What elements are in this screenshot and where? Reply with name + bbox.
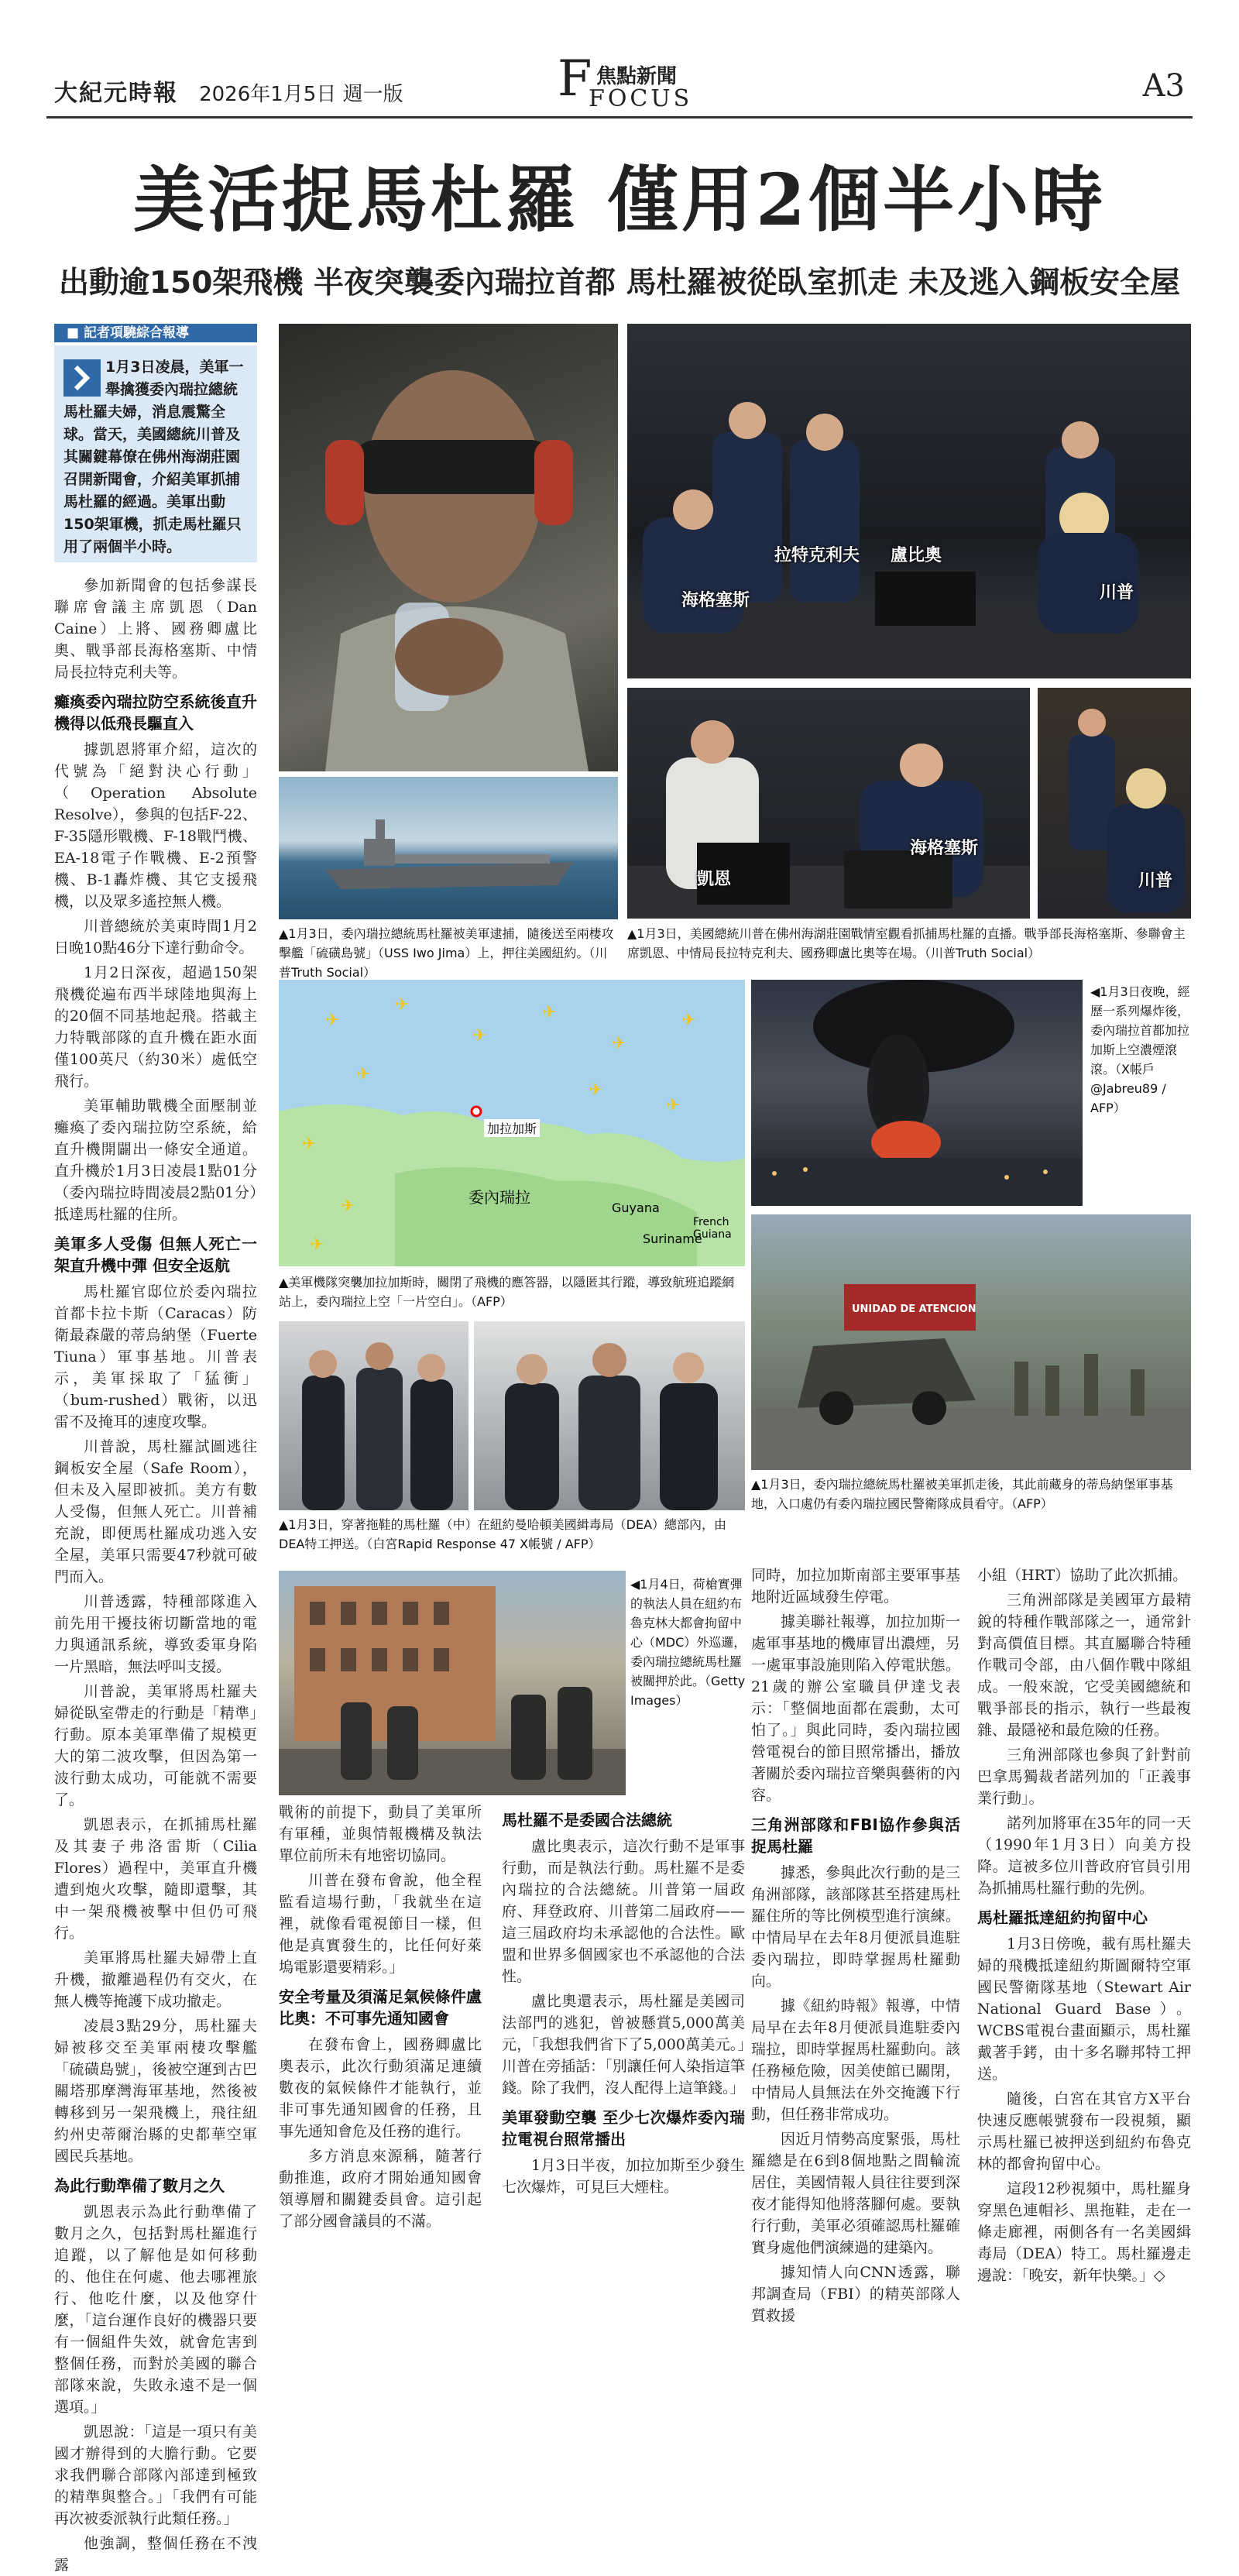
- reporter-byline: ■ 記者項驍綜合報導: [54, 324, 257, 342]
- chevron-right-icon: [63, 359, 101, 397]
- paragraph: 據悉，參與此次行動的是三角洲部隊，該部隊甚至搭建馬杜羅住所的等比例模型進行演練。中情局早在去年8月便派員進駐委內瑞拉，即時掌握馬杜羅動向。: [751, 1864, 960, 1990]
- paragraph: 在發布會上，國務卿盧比奧表示，此次行動須滿足連續數夜的氣候條件才能執行，並非可事先通知國會的任務，且事先通知會危及任務的進行。: [279, 2036, 482, 2140]
- section-heading: 為此行動準備了數月之久: [54, 2176, 225, 2195]
- map-label-suriname: Suriname: [643, 1231, 702, 1246]
- paragraph: 這段12秒視頻中，馬杜羅身穿黑色連帽衫、黑拖鞋，走在一條走廊裡，兩側各有一名美國緝毒局（DEA）特工。馬杜羅邊走邊說：「晚安，新年快樂。」◇: [977, 2180, 1191, 2284]
- paragraph: 同時，加拉加斯南部主要軍事基地附近區域發生停電。: [751, 1567, 960, 1606]
- photo-dea-escort-1: [279, 1321, 468, 1510]
- article-column-1: [54, 575, 257, 2574]
- photo-maduro-blindfolded: [279, 324, 618, 771]
- photo-war-room-1: [627, 324, 1191, 678]
- paragraph: 小組（HRT）協助了此次抓捕。: [977, 1567, 1188, 1584]
- photo-label: 凱恩: [697, 870, 732, 889]
- caption-ship: ▲1月3日，委內瑞拉總統馬杜羅被美軍逮捕，隨後送至兩棲攻擊艦「硫磺島號」（USS Iwo Jima）上，押往美國紐約。（川普Truth Social）: [279, 926, 614, 980]
- masthead: [54, 74, 403, 108]
- map-label-french-guiana: French Guiana: [693, 1216, 732, 1241]
- caption-map: ▲美軍機隊突襲加拉加斯時，關閉了飛機的應答器，以隱匿其行蹤，導致航班追蹤網站上，委內瑞拉上空「一片空白」。（AFP）: [279, 1275, 735, 1309]
- article-column-2: [279, 1801, 482, 2232]
- paragraph: 據《紐約時報》報導，中情局早在去年8月便派員進駐委內瑞拉，即時掌握馬杜羅動向。該任務極危險，因美使館已關閉，中情局人員無法在外交掩護下行動，但任務非常成功。: [751, 1997, 960, 2123]
- photo-war-room-2: [627, 688, 1030, 919]
- issue-date: 2026年1月5日 週一版: [199, 83, 403, 106]
- paragraph: 據凱恩將軍介紹，這次的代號為「絕對決心行動」（Operation Absolute Resolve），參與的包括F-22、F-35隱形戰機、F-18戰鬥機、EA-18電子作戰機、E-2預警機、B-1轟炸機、其它支援飛機，以及眾多遙控無人機。: [54, 741, 257, 910]
- paragraph: 川普說，馬杜羅試圖逃往鋼板安全屋（Safe Room），但未及入屋即被抓。美方有數人受傷，但無人死亡。川普補充說，即便馬杜羅成功逃入安全屋，美軍只需要47秒就可破門而入。: [54, 1438, 257, 1585]
- paragraph: 川普透露，特種部隊進入前先用干擾技術切斷當地的電力與通訊系統，導致委軍身陷一片黑暗，無法呼叫支援。: [54, 1593, 257, 1675]
- photo-label: 海格塞斯: [681, 591, 750, 610]
- section-heading: 癱瘓委內瑞拉防空系統後直升機得以低飛長驅直入: [54, 692, 257, 733]
- paragraph: 盧比奧還表示，馬杜羅是美國司法部門的逃犯，曾被懸賞5,000萬美元，「我想我們省下了5,000萬美元。」川普在旁插話：「別讓任何人染指這筆錢。除了我們，沒人配得上這筆錢。」: [502, 1993, 745, 2097]
- paragraph: 凱恩說：「這是一項只有美國才辦得到的大膽行動。它要求我們聯合部隊內部達到極致的精準與整合。」「我們有可能再次被委派執行此類任務。」: [54, 2423, 257, 2527]
- gate-sign: UNIDAD DE ATENCION: [852, 1303, 976, 1315]
- paragraph: 戰術的前提下，動員了美軍所有軍種，並與情報機構及執法單位前所未有地密切協同。: [279, 1804, 482, 1864]
- headline: 美活捉馬杜羅 僅用2個半小時: [132, 158, 1107, 242]
- summary-text: 1月3日凌晨，美軍一舉擒獲委內瑞拉總統馬杜羅夫婦，消息震驚全球。當天，美國總統川普及其關鍵幕僚在佛州海湖莊園召開新聞會，介紹美軍抓捕馬杜羅的經過。美軍出動150架軍機，抓走馬杜羅只用了兩個半小時。: [63, 359, 244, 555]
- paragraph: 因近月情勢高度緊張，馬杜羅總是在6到8個地點之間輪流居住，美國情報人員往往要到深夜才能得知他將落腳何處。要執行行動，美軍必須確認馬杜羅確實身處他們演練過的建築內。: [751, 2131, 960, 2256]
- section-heading: 馬杜羅不是委國合法總統: [502, 1811, 672, 1829]
- caption-dea: ▲1月3日，穿著拖鞋的馬杜羅（中）在紐約曼哈頓美國緝毒局（DEA）總部內，由DEA特工押送。（白宮Rapid Response 47 X帳號 / AFP）: [279, 1517, 727, 1551]
- article-column-4: [751, 1564, 960, 2324]
- paragraph: 川普在發布會說，他全程監看這場行動，「我就坐在這裡，就像看電視節目一樣，但他是真實發生的，比任何好萊塢電影還要精彩。」: [279, 1872, 482, 1976]
- paragraph: 凌晨3點29分，馬杜羅夫婦被移交至美軍兩棲攻擊艦「硫磺島號」，後被空運到古巴關塔那摩灣海軍基地，然後被轉移到另一架飛機上，飛往紐約州史蒂爾治縣的史都華空軍國民兵基地。: [54, 2018, 257, 2165]
- caption-war-room: ▲1月3日，美國總統川普在佛州海湖莊園戰情室觀看抓捕馬杜羅的直播。戰爭部長海格塞斯、參聯會主席凱恩、中情局長拉特克利夫、國務卿盧比奧等在場。（川普Truth Social）: [627, 926, 1186, 960]
- section-cn: 焦點新聞: [596, 65, 678, 88]
- map-label-caracas: 加拉加斯: [484, 1119, 540, 1137]
- paper-name: 大紀元時報: [54, 80, 178, 107]
- caption-tank: ▲1月3日，委內瑞拉總統馬杜羅被美軍抓走後，其此前藏身的蒂烏納堡軍事基地，入口處仍有委內瑞拉國民警衛隊成員看守。（AFP）: [751, 1477, 1173, 1511]
- photo-uss-iwo-jima: [279, 777, 618, 919]
- section-heading: 馬杜羅抵達紐約拘留中心: [977, 1908, 1148, 1927]
- paragraph: 馬杜羅官邸位於委內瑞拉首都卡拉卡斯（Caracas）防衛最森嚴的蒂烏納堡（Fuerte Tiuna）軍事基地。川普表示，美軍採取了「猛衝」（bum-rushed）戰術，以迅雷不及掩耳的速度攻擊。: [54, 1283, 257, 1431]
- paragraph: 據美聯社報導，加拉加斯一處軍事基地的機庫冒出濃煙，另一處軍事設施則陷入停電狀態。21歲的辦公室職員伊達戈表示：「整個地面都在震動，太可怕了。」與此同時，委內瑞拉國營電視台的節目照常播出，播放著關於委內瑞拉音樂與藝術的內容。: [751, 1613, 960, 1804]
- paragraph: 三角洲部隊是美國軍方最精銳的特種作戰部隊之一，通常針對高價值目標。其直屬聯合特種作戰司令部，由八個作戰中隊組成。一般來說，它受美國總統和戰爭部長的指示，執行一些最複雜、最隱祕和最危險的任務。: [977, 1592, 1191, 1739]
- photo-mdc-brooklyn: [279, 1571, 626, 1795]
- paragraph: 諾列加將軍在35年的同一天（1990年1月3日）向美方投降。這被多位川普政府官員引用為抓捕馬杜羅行動的先例。: [977, 1815, 1191, 1897]
- photo-label: 海格塞斯: [910, 839, 979, 858]
- map-label-venezuela: 委內瑞拉: [468, 1188, 530, 1207]
- paragraph: 1月2日深夜，超過150架飛機從遍布西半球陸地與海上的20個不同基地起飛。搭載主力特戰部隊的直升機在距水面僅100英尺（約30米）處低空飛行。: [54, 964, 257, 1090]
- paragraph: 多方消息來源稱，隨著行動推進，政府才開始通知國會領導層和關鍵委員會。這引起了部分國會議員的不滿。: [279, 2148, 482, 2230]
- section-logo: F 焦點新聞 FOCUS: [558, 50, 693, 112]
- top-rule: [46, 116, 1193, 118]
- caption-explosion: ◀1月3日夜晚，經歷一系列爆炸後，委內瑞拉首都加拉加斯上空濃煙滾滾。（X帳戶 @Jabreu89 / AFP）: [1090, 984, 1190, 1115]
- paragraph: 據知情人向CNN透露，聯邦調查局（FBI）的精英部隊人質救援: [751, 2264, 960, 2324]
- paragraph: 川普總統於美東時間1月2日晚10點46分下達行動命令。: [54, 918, 257, 957]
- photo-war-room-3: [1038, 688, 1191, 919]
- photo-label: 盧比奧: [891, 546, 942, 565]
- section-en: FOCUS: [589, 85, 693, 112]
- paragraph: 隨後，白宮在其官方X平台快速反應帳號發布一段視頻，顯示馬杜羅已被押送到紐約布魯克林的都會拘留中心。: [977, 2090, 1191, 2172]
- flight-tracker-map: ✈ ✈ ✈ ✈ ✈ ✈ ✈ ✈ ✈ ✈ ✈ ✈ 加拉加斯 委內瑞拉 Guyana Suriname French Guiana: [279, 980, 745, 1266]
- photo-dea-escort-2: [474, 1321, 745, 1510]
- subheadline: 出動逾150架飛機 半夜突襲委內瑞拉首都 馬杜羅被從臥室抓走 未及逃入鋼板安全屋: [58, 266, 1181, 301]
- paragraph: 美軍輔助戰機全面壓制並癱瘓了委內瑞拉防空系統，給直升機開闢出一條安全通道。直升機於1月3日凌晨1點01分（委內瑞拉時間凌晨2點01分）抵達馬杜羅的住所。: [54, 1097, 257, 1223]
- section-heading: 三角洲部隊和FBI協作參與活捉馬杜羅: [751, 1815, 960, 1856]
- paragraph: 1月3日半夜，加拉加斯至少發生七次爆炸，可見巨大煙柱。: [502, 2157, 745, 2196]
- article-column-5: [977, 1564, 1191, 2284]
- section-heading: 安全考量及須滿足氣候條件盧比奧：不可事先通知國會: [279, 1987, 482, 2028]
- map-label-guyana: Guyana: [612, 1200, 660, 1215]
- section-heading: 美軍發動空襲 至少七次爆炸委內瑞拉電視台照常播出: [502, 2108, 745, 2148]
- section-heading: 美軍多人受傷 但無人死亡一架直升機中彈 但安全返航: [54, 1235, 257, 1275]
- paragraph: 凱恩表示，在抓捕馬杜羅及其妻子弗洛雷斯（Cilia Flores）過程中，美軍直升機遭到炮火攻擊，隨即還擊，其中一架飛機被擊中但仍可飛行。: [54, 1816, 257, 1942]
- photo-label: 川普: [1138, 871, 1173, 891]
- paragraph: 他強調，整個任務在不洩露: [54, 2535, 257, 2574]
- caption-mdc: ◀1月4日，荷槍實彈的執法人員在紐約布魯克林大都會拘留中心（MDC）外巡邏，委內瑞拉總統馬杜羅被關押於此。（Getty Images）: [630, 1577, 746, 1708]
- photo-caracas-explosion: [751, 980, 1083, 1206]
- paragraph: 1月3日傍晚，載有馬杜羅夫婦的飛機抵達紐約斯圖爾特空軍國民警衛隊基地（Stewart Air National Guard Base）。WCBS電視台畫面顯示，馬杜羅戴著手銬，由十多名聯邦特工押送。: [977, 1935, 1191, 2083]
- paragraph: 凱恩表示為此行動準備了數月之久，包括對馬杜羅進行追蹤，以了解他是如何移動的、他住在何處、他去哪裡旅行、他吃什麼，以及他穿什麼，「這台運作良好的機器只要有一個組件失效，就會危害到整個任務，而對於美國的聯合部隊來說，失敗永遠不是一個選項。」: [54, 2203, 257, 2416]
- page-number: A3: [1142, 68, 1185, 104]
- photo-label: 拉特克利夫: [774, 546, 860, 565]
- summary-box: [54, 345, 257, 562]
- article-column-3: [502, 1801, 745, 2232]
- paragraph: 美軍將馬杜羅夫婦帶上直升機，撤離過程仍有交火，在無人機等掩護下成功撤走。: [54, 1949, 257, 2010]
- paragraph: 川普說，美軍將馬杜羅夫婦從臥室帶走的行動是「精準」行動。原本美軍準備了規模更大的第二波攻擊，但因為第一波行動太成功，可能就不需要了。: [54, 1683, 257, 1808]
- paragraph: 盧比奧表示，這次行動不是軍事行動，而是執法行動。馬杜羅不是委內瑞拉的合法總統。川普第一屆政府、拜登政府、川普第二屆政府——這三屆政府均未承認他的合法性。歐盟和世界多個國家也不承認他的合法性。: [502, 1838, 745, 1985]
- paragraph: 三角洲部隊也參與了針對前巴拿馬獨裁者諾列加的「正義事業行動」。: [977, 1747, 1191, 1807]
- paragraph: 參加新聞會的包括參謀長聯席會議主席凱恩（Dan Caine）上將、國務卿盧比奧、戰爭部長海格塞斯、中情局長拉特克利夫等。: [54, 577, 257, 681]
- photo-label: 川普: [1100, 583, 1134, 603]
- photo-fuerte-tiuna-gate: [751, 1214, 1191, 1470]
